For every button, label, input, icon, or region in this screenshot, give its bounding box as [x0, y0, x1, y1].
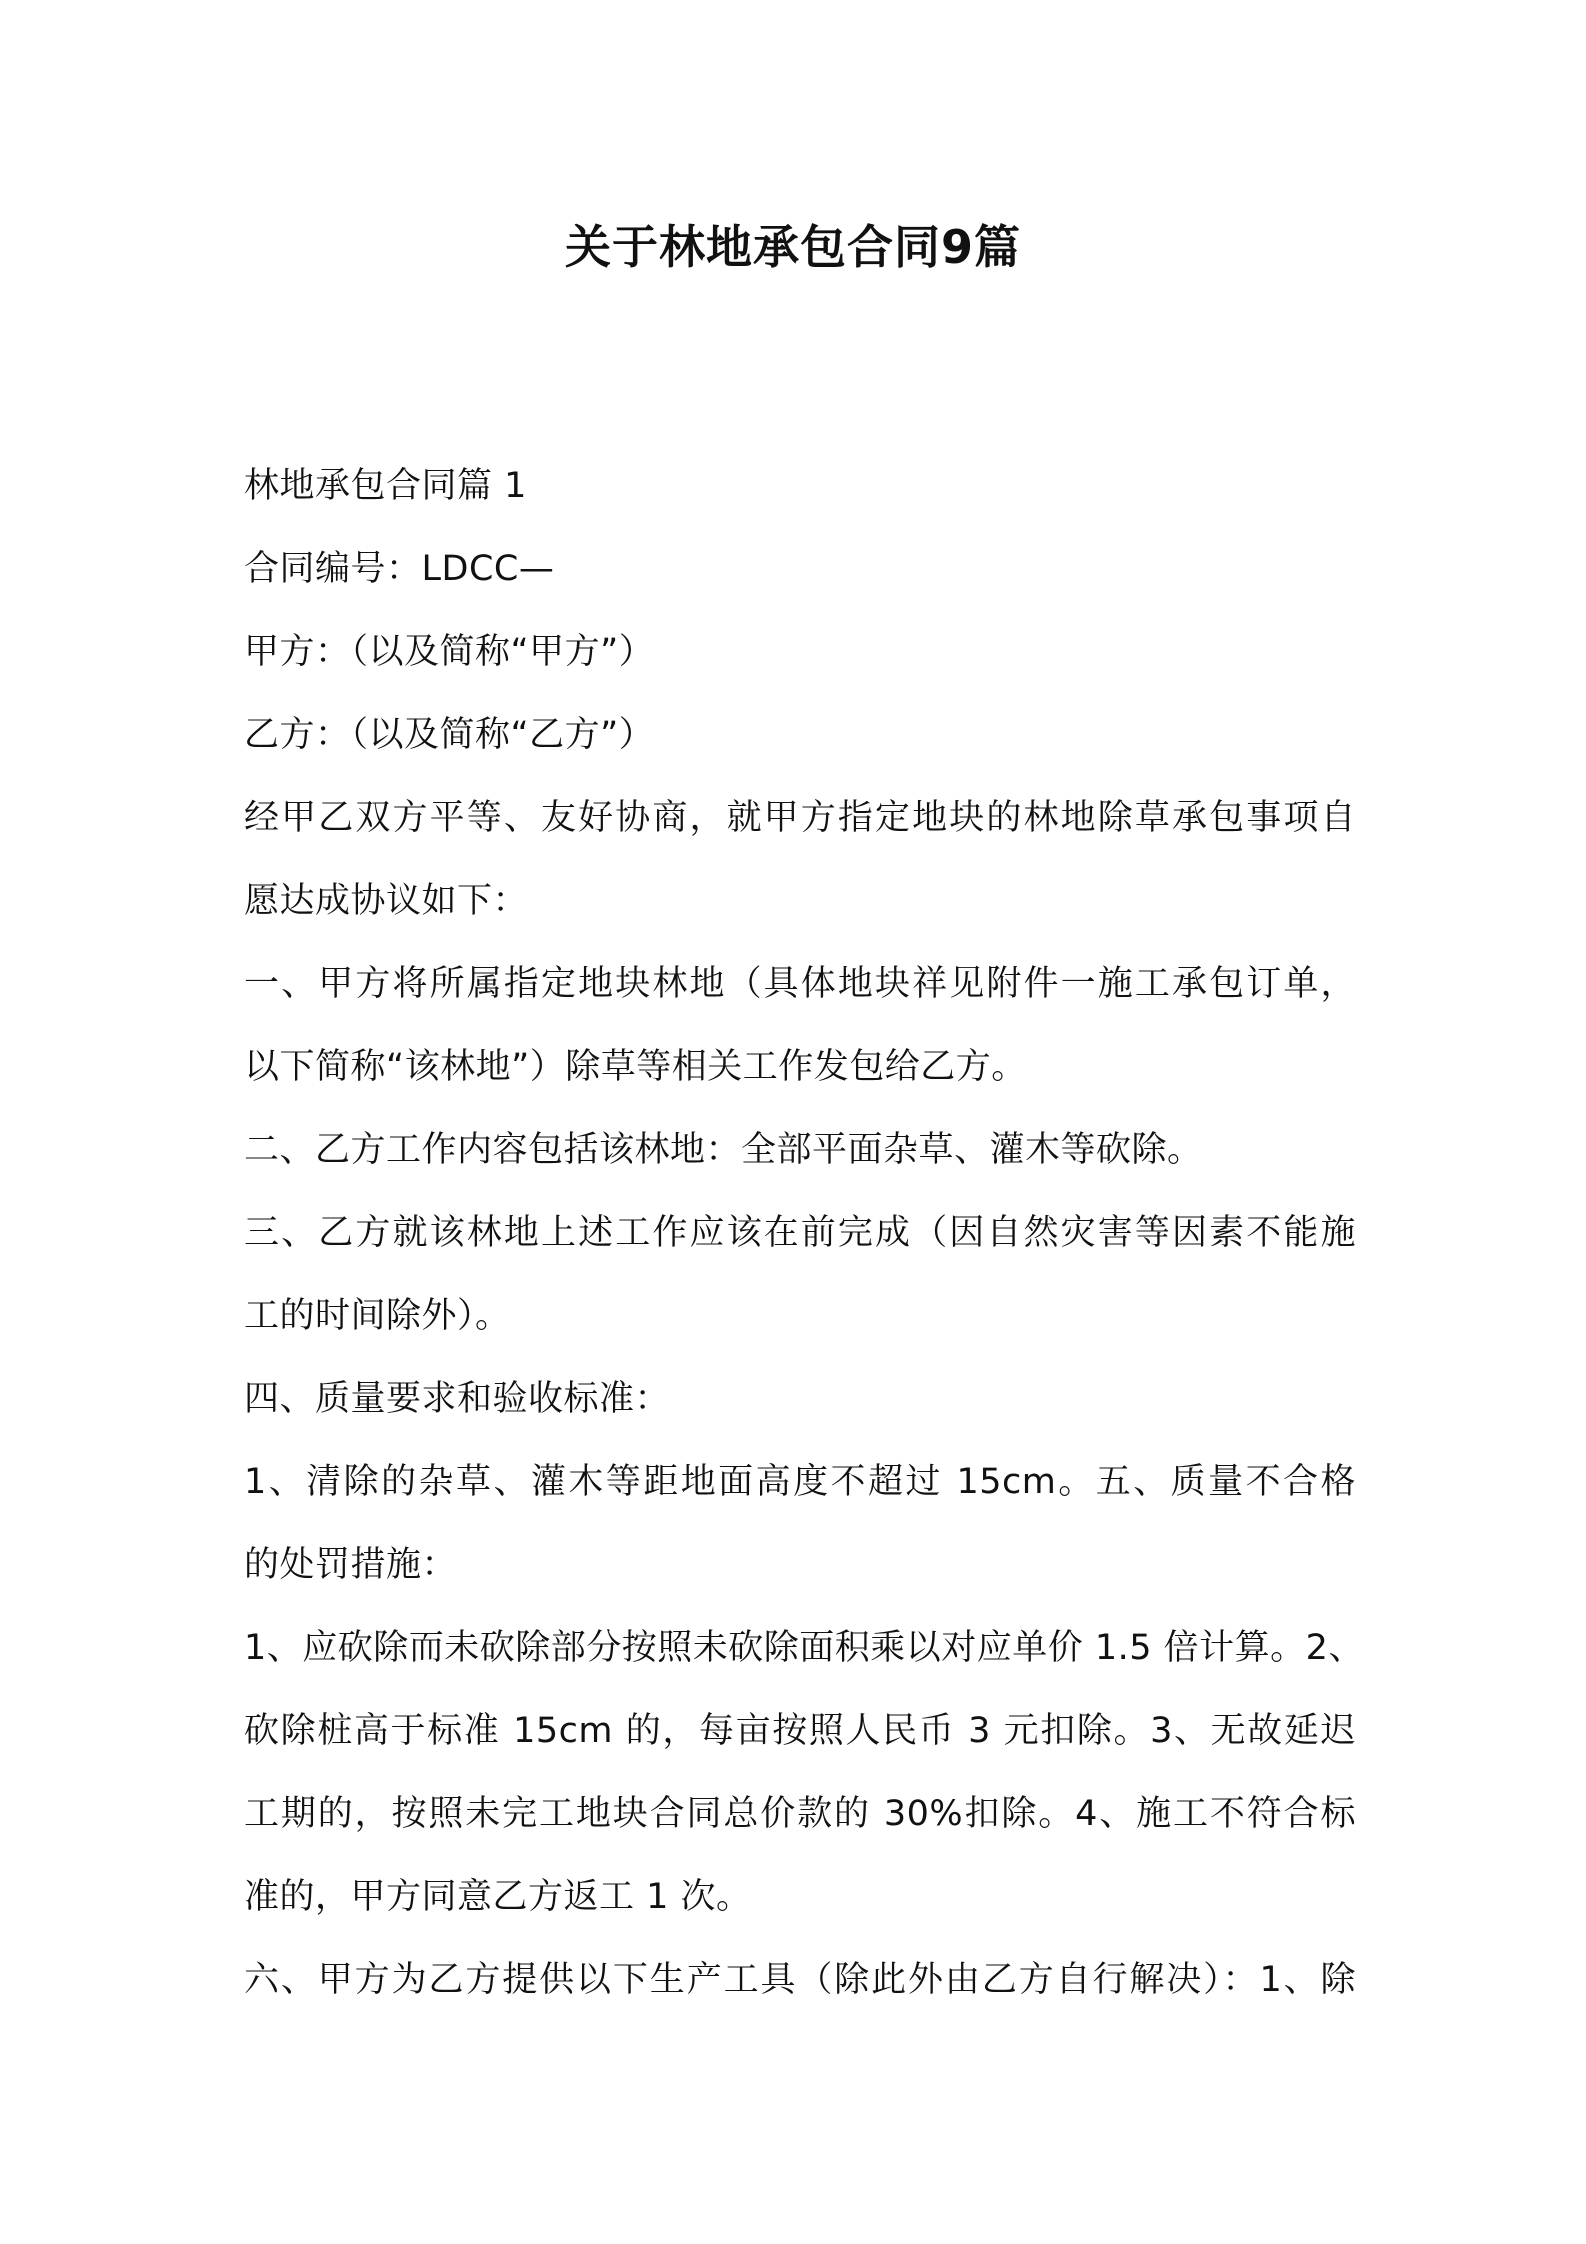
paragraph-line: 准的，甲方同意乙方返工 1 次。: [244, 1877, 752, 1917]
paragraph-line: 三、乙方就该林地上述工作应该在前完成（因自然灾害等因素不能施: [244, 1213, 1356, 1253]
document-title: 关于林地承包合同9篇: [564, 220, 1021, 274]
party-a: 甲方：（以及简称“甲方”）: [244, 632, 655, 672]
paragraph-line: 砍除桩高于标准 15cm 的，每亩按照人民币 3 元扣除。3、无故延迟: [244, 1711, 1356, 1751]
paragraph-line: 六、甲方为乙方提供以下生产工具（除此外由乙方自行解决）：1、除: [244, 1960, 1356, 2000]
paragraph-line: 二、乙方工作内容包括该林地：全部平面杂草、灌木等砍除。: [244, 1130, 1203, 1170]
paragraph-line: 一、甲方将所属指定地块林地（具体地块祥见附件一施工承包订单，: [244, 964, 1356, 1004]
paragraph-line: 1、应砍除而未砍除部分按照未砍除面积乘以对应单价 1.5 倍计算。2、: [244, 1628, 1364, 1668]
paragraph-line: 的处罚措施：: [244, 1545, 458, 1585]
document-body: [244, 445, 1364, 2022]
paragraph-line: 工期的，按照未完工地块合同总价款的 30%扣除。4、施工不符合标: [244, 1794, 1356, 1834]
paragraph-line: 工的时间除外）。: [244, 1296, 511, 1336]
paragraph-line: 四、质量要求和验收标准：: [244, 1379, 671, 1419]
paragraph-line: 经甲乙双方平等、友好协商，就甲方指定地块的林地除草承包事项自: [244, 798, 1356, 838]
contract-number: 合同编号：LDCC—: [244, 549, 555, 589]
party-b: 乙方：（以及简称“乙方”）: [244, 715, 655, 755]
section-heading: 林地承包合同篇 1: [244, 466, 527, 506]
paragraph-line: 愿达成协议如下：: [244, 881, 529, 921]
paragraph-line: 以下简称“该林地”）除草等相关工作发包给乙方。: [244, 1047, 1027, 1087]
paragraph-line: 1、清除的杂草、灌木等距地面高度不超过 15cm。五、质量不合格: [244, 1462, 1356, 1502]
